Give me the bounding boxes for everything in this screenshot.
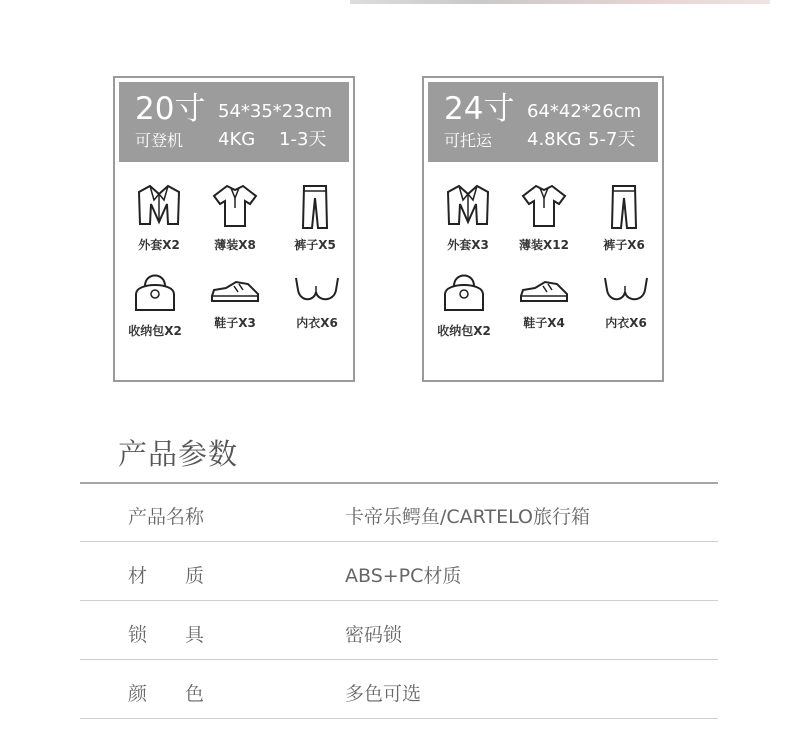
suitcase-card-20 [113, 76, 355, 382]
card-header [119, 82, 349, 162]
param-key: 锁 具 [128, 624, 205, 646]
bra-icon [599, 274, 653, 308]
capacity-item-thin-clothes [506, 182, 582, 253]
item-label: 薄装X8 [214, 238, 256, 252]
trip-days: 5-7天 [588, 129, 636, 150]
bra-icon [290, 274, 344, 308]
card-header [428, 82, 658, 162]
tshirt-icon [210, 182, 260, 230]
param-key: 颜 色 [128, 683, 205, 705]
pants-icon [290, 182, 340, 230]
param-row [80, 661, 718, 719]
item-label: 鞋子X4 [523, 316, 565, 330]
item-label: 裤子X5 [294, 238, 336, 252]
param-key: 产品名称 [128, 506, 205, 528]
item-label: 内衣X6 [296, 316, 338, 330]
top-decor-strip [350, 0, 770, 4]
tshirt-icon [519, 182, 569, 230]
item-label: 外套X2 [138, 238, 180, 252]
param-value: 密码锁 [345, 624, 403, 646]
travel-type: 可登机 [135, 131, 184, 150]
trip-days: 1-3天 [279, 129, 327, 150]
param-key: 材 质 [128, 565, 205, 587]
item-label: 外套X3 [447, 238, 489, 252]
param-row [80, 484, 718, 542]
capacity-item-shoes [197, 274, 273, 331]
dimensions: 54*35*23cm [218, 101, 333, 122]
jacket-icon [134, 182, 184, 230]
param-value: ABS+PC材质 [345, 565, 462, 587]
dimensions: 64*42*26cm [527, 101, 642, 122]
capacity-item-underwear [588, 274, 664, 331]
row-divider [80, 659, 718, 660]
weight: 4.8KG [527, 129, 582, 150]
param-row [80, 543, 718, 601]
bag-icon [130, 268, 180, 316]
row-divider [80, 600, 718, 601]
capacity-item-jacket [121, 182, 197, 253]
capacity-item-pants [277, 182, 353, 253]
capacity-item-storage-bag [426, 268, 502, 339]
travel-type: 可托运 [444, 131, 493, 150]
size-label: 24寸 [444, 91, 515, 127]
capacity-item-thin-clothes [197, 182, 273, 253]
param-value: 卡帝乐鳄鱼/CARTELO旅行箱 [345, 506, 590, 528]
shoe-icon [517, 274, 571, 308]
row-divider [80, 541, 718, 542]
item-label: 鞋子X3 [214, 316, 256, 330]
shoe-icon [208, 274, 262, 308]
item-label: 收纳包X2 [128, 324, 182, 338]
param-row [80, 602, 718, 660]
jacket-icon [443, 182, 493, 230]
suitcase-card-24 [422, 76, 664, 382]
item-label: 裤子X6 [603, 238, 645, 252]
capacity-item-shoes [506, 274, 582, 331]
capacity-item-storage-bag [117, 268, 193, 339]
item-label: 薄装X12 [519, 238, 569, 252]
item-label: 收纳包X2 [437, 324, 491, 338]
section-title: 产品参数 [118, 437, 239, 471]
weight: 4KG [218, 129, 256, 150]
size-label: 20寸 [135, 91, 206, 127]
pants-icon [599, 182, 649, 230]
capacity-item-pants [586, 182, 662, 253]
param-value: 多色可选 [345, 683, 422, 705]
bag-icon [439, 268, 489, 316]
row-divider [80, 718, 718, 719]
capacity-item-underwear [279, 274, 355, 331]
item-label: 内衣X6 [605, 316, 647, 330]
capacity-item-jacket [430, 182, 506, 253]
